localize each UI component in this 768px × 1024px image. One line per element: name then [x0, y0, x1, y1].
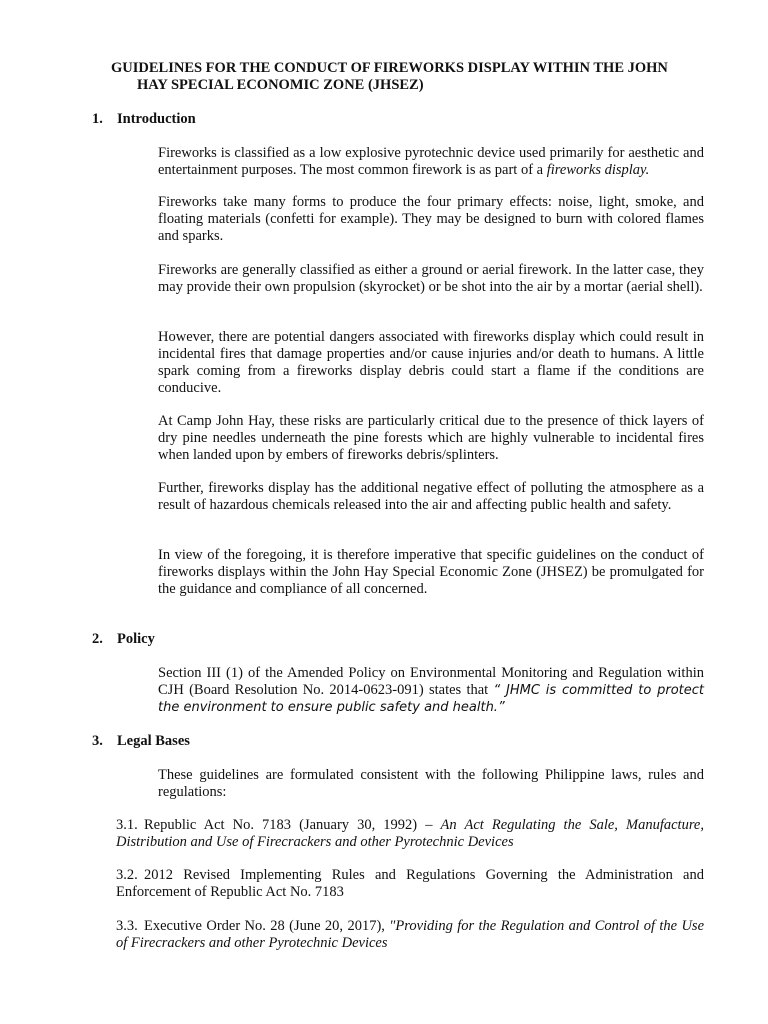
- legal-item-3-2: [116, 867, 704, 901]
- legal-item-number: 3.1.: [116, 817, 138, 833]
- intro-paragraph-5: At Camp John Hay, these risks are particularly critical due to the presence of thick layers of dry pine needles underneath the pine forests which are highly vulnerable to incidental fires when landed upon by embers of fireworks debris/splinters.: [158, 413, 704, 463]
- legal-item-text: Executive Order No. 28 (June 20, 2017),: [144, 918, 390, 934]
- policy-paragraph-text: Section III (1) of the Amended Policy on Environmental Monitoring and Regulation within CJH (Board Resolution No. 2014-0623-091) states that: [158, 665, 704, 698]
- legal-item-number: 3.3.: [116, 918, 138, 934]
- title-line-2: HAY SPECIAL ECONOMIC ZONE (JHSEZ): [137, 77, 424, 93]
- section-title: Policy: [117, 631, 155, 647]
- document-title: [111, 60, 711, 94]
- legal-item-number: 3.2.: [116, 867, 138, 883]
- section-number: 1.: [92, 111, 103, 127]
- intro-paragraph-3: Fireworks are generally classified as either a ground or aerial firework. In the latter case, they may provide their own propulsion (skyrocket) or be shot into the air by a mortar (aerial shell).: [158, 262, 704, 295]
- section-title: Legal Bases: [117, 733, 190, 749]
- section-heading-policy: [92, 631, 155, 648]
- section-title: Introduction: [117, 111, 196, 127]
- policy-paragraph-1: [158, 665, 704, 716]
- legal-item-italic: An Act Regulating the Sale, Manufacture, Distribution and Use of Firecrackers and other Pyrotechnic Devices: [116, 817, 704, 850]
- legal-item-text: 2012 Revised Implementing Rules and Regulations Governing the Administration and Enforcement of Republic Act No. 7183: [116, 867, 704, 900]
- intro-paragraph-4: However, there are potential dangers associated with fireworks display which could result in incidental fires that damage properties and/or cause injuries and/or death to humans. A little spark coming from a fireworks display debris could start a flame if the conditions are conducive.: [158, 329, 704, 396]
- intro-paragraph-2: Fireworks take many forms to produce the four primary effects: noise, light, smoke, and floating materials (confetti for example). They may be designed to burn with colored flames and sparks.: [158, 194, 704, 244]
- intro-paragraph-6: Further, fireworks display has the additional negative effect of polluting the atmosphere as a result of hazardous chemicals released into the air and affecting public health and safety.: [158, 480, 704, 513]
- policy-quote: “ JHMC is committed to protect the environment to ensure public safety and health.”: [158, 683, 704, 715]
- legal-item-italic: "Providing for the Regulation and Control of the Use of Firecrackers and other Pyrotechnic Devices: [116, 918, 704, 951]
- section-number: 2.: [92, 631, 103, 647]
- intro-paragraph-1: [158, 145, 704, 179]
- section-heading-introduction: [92, 111, 196, 128]
- intro-paragraph-1-text: Fireworks is classified as a low explosive pyrotechnic device used primarily for aesthetic and entertainment purposes. The most common firework is as part of a: [158, 145, 704, 178]
- title-line-1: GUIDELINES FOR THE CONDUCT OF FIREWORKS DISPLAY WITHIN THE JOHN: [111, 60, 668, 76]
- intro-paragraph-1-italic: fireworks display.: [546, 162, 650, 178]
- section-number: 3.: [92, 733, 103, 749]
- intro-paragraph-7: In view of the foregoing, it is therefore imperative that specific guidelines on the conduct of fireworks displays within the John Hay Special Economic Zone (JHSEZ) be promulgated for the guidance and compliance of all concerned.: [158, 547, 704, 597]
- legal-paragraph-1: These guidelines are formulated consistent with the following Philippine laws, rules and regulations:: [158, 767, 704, 800]
- section-heading-legal-bases: [92, 733, 190, 750]
- legal-item-3-3: [116, 918, 704, 952]
- legal-item-text: Republic Act No. 7183 (January 30, 1992) –: [144, 817, 441, 833]
- legal-item-3-1: [116, 817, 704, 851]
